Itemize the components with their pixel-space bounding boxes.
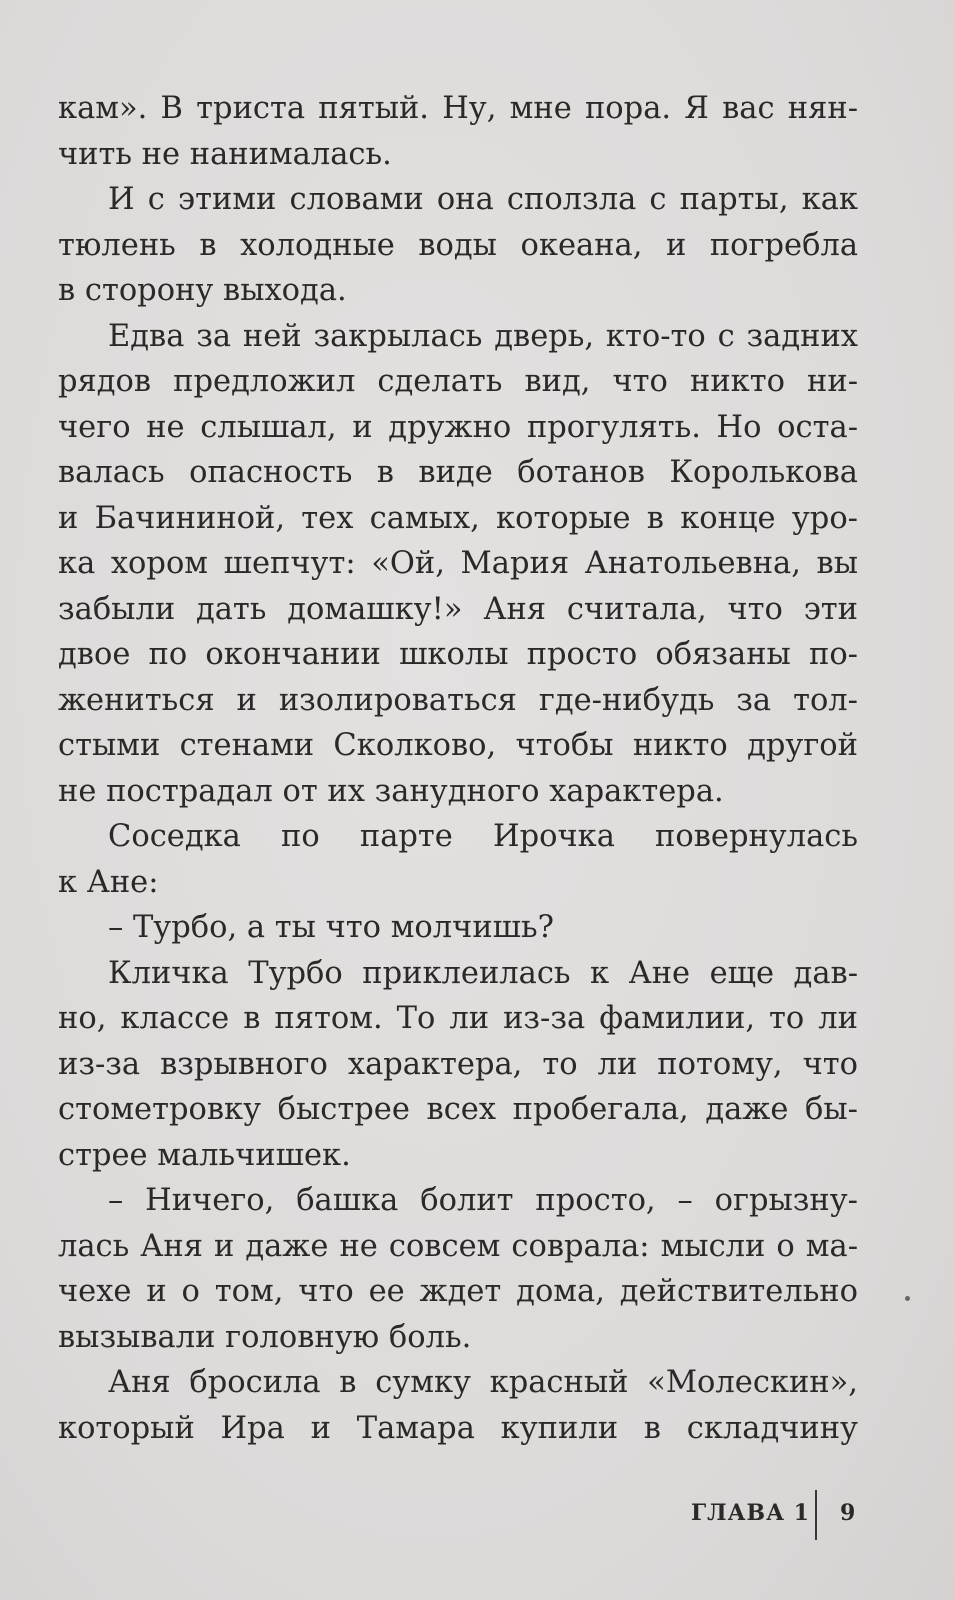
text-line: жениться и изолироваться где-нибудь за тол- (58, 682, 858, 718)
text-line: И с этими словами она сползла с парты, как (108, 182, 858, 217)
text-line: лась Аня и даже не совсем соврала: мысли о ма- (58, 1228, 858, 1264)
text-line: чить не нанималась. (58, 136, 392, 172)
text-line: к Ане: (58, 864, 159, 900)
text-line: вызывали головную боль. (58, 1319, 472, 1355)
text-line: ка хором шепчут: «Ой, Мария Анатольевна, вы (58, 546, 858, 581)
text-line: стрее мальчишек. (58, 1137, 351, 1173)
text-line: стометровку быстрее всех пробегала, даже бы- (58, 1092, 858, 1127)
text-line: но, классе в пятом. То ли из-за фамилии, то ли (58, 1001, 858, 1036)
text-line: Соседка по парте Ирочка повернулась (108, 819, 858, 854)
text-line: из-за взрывного характера, то ли потому, что (58, 1046, 858, 1082)
text-line: чехе и о том, что ее ждет дома, действительно (58, 1274, 858, 1309)
text-line: не пострадал от их занудного характера. (58, 773, 724, 809)
text-line: рядов предложил сделать вид, что никто ни- (58, 364, 858, 399)
text-line: забыли дать домашку!» Аня считала, что эти (58, 591, 858, 627)
text-line: – Турбо, а ты что молчишь? (108, 910, 554, 945)
text-line: стыми стенами Сколково, чтобы никто другой (58, 728, 858, 763)
text-line: Аня бросила в сумку красный «Молескин», (108, 1365, 858, 1400)
text-line: тюлень в холодные воды океана, и погребла (58, 227, 858, 263)
text-line: Едва за ней закрылась дверь, кто-то с задних (108, 318, 858, 354)
text-line: чего не слышал, и дружно прогулять. Но оста- (58, 409, 858, 445)
text-line: и Бачининой, тех самых, которые в конце уро- (58, 500, 858, 536)
body-text (58, 86, 858, 1451)
text-line: кам». В триста пятый. Ну, мне пора. Я вас нян- (58, 91, 858, 126)
text-line: – Ничего, башка болит просто, – огрызну- (108, 1183, 858, 1218)
text-line: который Ира и Тамара купили в складчину (58, 1410, 858, 1446)
margin-dot (905, 1296, 910, 1301)
text-line: валась опасность в виде ботанов Королькова (58, 455, 858, 490)
chapter-label: ГЛАВА 1 (690, 1500, 810, 1526)
text-line: двое по окончании школы просто обязаны по- (58, 637, 858, 672)
text-line: Кличка Турбо приклеилась к Ане еще дав- (108, 955, 858, 991)
text-line: в сторону выхода. (58, 273, 347, 308)
page-number: 9 (840, 1500, 856, 1526)
footer-divider (815, 1490, 817, 1540)
page-footer (0, 1490, 954, 1540)
